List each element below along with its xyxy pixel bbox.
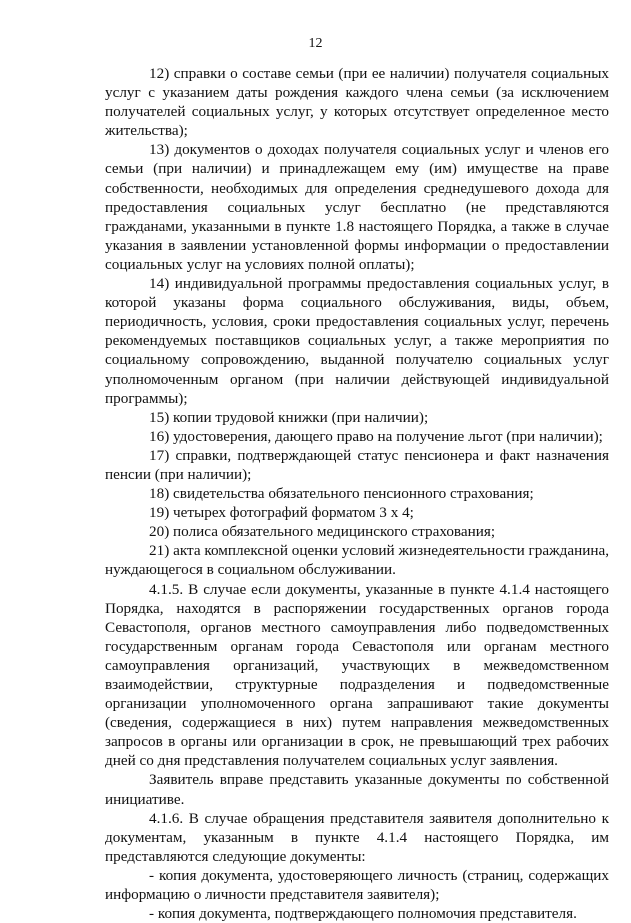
clause-4-1-6: 4.1.6. В случае обращения представителя заявителя дополнительно к документам, указанным в пункте 4.1.4 настоящего Порядка, им представляются следующие документы: — [105, 809, 609, 865]
applicant-initiative-paragraph: Заявитель вправе представить указанные документы по собственной инициативе. — [105, 771, 609, 808]
list-item-16: 16) удостоверения, дающего право на получение льгот (при наличии); — [149, 427, 603, 445]
page-number: 12 — [308, 36, 323, 51]
dash-item-identity-copy: - копия документа, удостоверяющего личность (страниц, содержащих информацию о личности представителя заявителя); — [105, 866, 609, 904]
list-item-13: 13) документов о доходах получателя социальных услуг и членов его семьи (при наличии) и принадлежащем ему (им) имуществе на праве собственности, необходимых для определения среднедушевого дохода для предоставления социальных услуг бесплатно (не представляются гражданами, указанными в пункте 1.8 настоящего Порядка, а также в случае указания в заявлении установленной формы информации о предоставлении социальных услуг на условиях полной оплаты); — [105, 141, 609, 273]
list-item-17: 17) справки, подтверждающей статус пенсионера и факт назначения пенсии (при наличии); — [105, 446, 609, 483]
list-item-18: 18) свидетельства обязательного пенсионного страхования; — [149, 485, 534, 503]
list-item-21: 21) акта комплексной оценки условий жизнедеятельности гражданина, нуждающегося в социальном обслуживании. — [105, 542, 609, 579]
list-item-14: 14) индивидуальной программы предоставления социальных услуг, в которой указаны форма социального обслуживания, виды, объем, периодичность, условия, сроки предоставления социальных услуг, перечень рекомендуемых поставщиков социальных услуг, а также мероприятия по социальному сопровождению, выданной получателю социальных услуг уполномоченным органом (при наличии действующей индивидуальной программы); — [105, 275, 609, 407]
document-body — [105, 64, 609, 923]
list-item-20: 20) полиса обязательного медицинского страхования; — [149, 523, 496, 541]
clause-4-1-5: 4.1.5. В случае если документы, указанные в пункте 4.1.4 настоящего Порядка, находятся в распоряжении государственных органов города Севастополя, органов местного самоуправления либо подведомственных государственным органам города Севастополя или органам местного самоуправления организаций, участвующих в межведомственном взаимодействии, структурные подразделения и подведомственные организации уполномоченного органа запрашивают такие документы (сведения, содержащиеся в них) путем направления межведомственных запросов в органы или организации в срок, не превышающий трех рабочих дней со дня представления получателем социальных услуг заявления. — [105, 580, 609, 770]
list-item-15: 15) копии трудовой книжки (при наличии); — [149, 408, 429, 426]
list-item-19: 19) четырех фотографий форматом 3 х 4; — [149, 504, 414, 522]
dash-item-authority-copy: - копия документа, подтверждающего полномочия представителя. — [149, 905, 577, 923]
list-item-12: 12) справки о составе семьи (при ее наличии) получателя социальных услуг с указанием даты рождения каждого члена семьи (за исключением получателей социальных услуг, у которых отсутствует определенное место жительства); — [105, 65, 609, 140]
